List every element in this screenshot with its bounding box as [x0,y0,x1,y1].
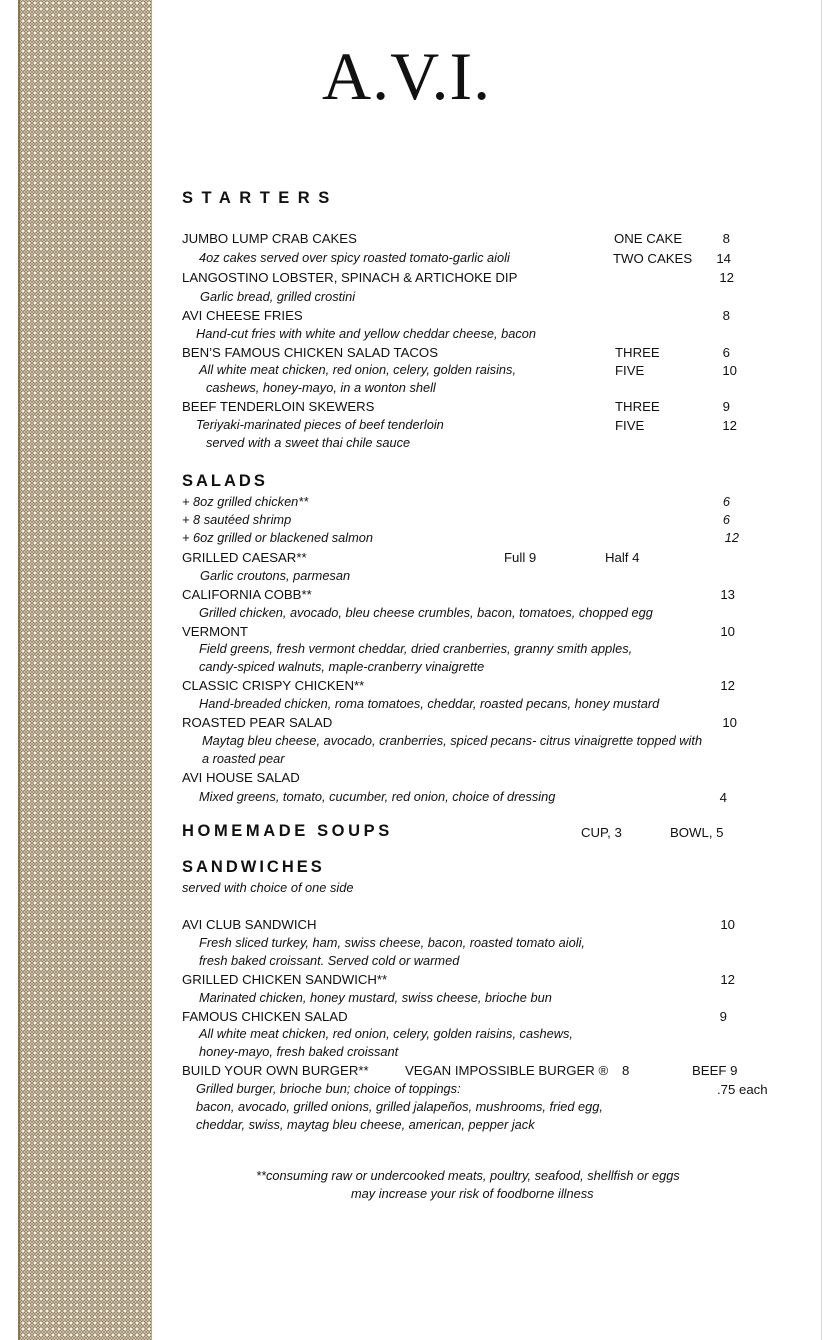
soup-cup-price: CUP, 3 [581,825,622,840]
burger-toppings-list-2: cheddar, swiss, maytag bleu cheese, american, pepper jack [196,1117,535,1132]
beef-skewers-description-2: served with a sweet thai chile sauce [206,435,411,450]
salads-heading: SALADS [182,472,268,490]
california-cobb-name: CALIFORNIA COBB** [182,587,312,602]
lobster-dip-name: LANGOSTINO LOBSTER, SPINACH & ARTICHOKE DIP [182,270,518,285]
soup-bowl-price: BOWL, 5 [670,825,724,840]
famous-chicken-salad-name: FAMOUS CHICKEN SALAD [182,1009,348,1024]
salad-addon-salmon-price: 12 [724,530,739,545]
roasted-pear-description-2: a roasted pear [202,751,285,766]
roasted-pear-description-1: Maytag bleu cheese, avocado, cranberries, spiced pecans- citrus vinaigrette topped with [202,733,703,748]
cheese-fries-price: 8 [722,308,730,323]
crispy-chicken-price: 12 [720,678,735,693]
burger-name: BUILD YOUR OWN BURGER** [182,1063,369,1078]
burger-toppings-price: .75 each [717,1082,768,1097]
vermont-name: VERMONT [182,624,248,639]
grilled-chicken-sandwich-price: 12 [720,972,735,987]
chicken-tacos-description-2: cashews, honey-mayo, in a wonton shell [206,380,436,395]
beef-skewers-price-three: 9 [722,399,730,414]
famous-chicken-salad-description-1: All white meat chicken, red onion, celery, golden raisins, cashews, [199,1026,573,1041]
beef-burger-price: BEEF 9 [692,1063,738,1078]
grilled-caesar-full: Full 9 [504,550,537,565]
chicken-tacos-option-three: THREE [615,345,660,360]
lobster-dip-description: Garlic bread, grilled crostini [200,289,356,304]
beef-skewers-price-five: 12 [722,418,737,433]
grilled-caesar-name: GRILLED CAESAR** [182,550,307,565]
club-sandwich-description-2: fresh baked croissant. Served cold or warmed [199,953,460,968]
lobster-dip-price: 12 [719,270,734,285]
house-salad-price: 4 [719,790,727,805]
chicken-tacos-price-five: 10 [722,363,737,378]
vegan-burger-option: VEGAN IMPOSSIBLE BURGER ® [405,1063,609,1078]
cheese-fries-name: AVI CHEESE FRIES [182,308,303,323]
chicken-tacos-name: BEN’S FAMOUS CHICKEN SALAD TACOS [182,345,438,360]
salad-addon-chicken: + 8oz grilled chicken** [182,494,309,509]
border-line [151,0,152,1340]
crab-cakes-price-two: 14 [716,251,731,266]
famous-chicken-salad-price: 9 [719,1009,727,1024]
crab-cakes-description: 4oz cakes served over spicy roasted tomato-garlic aioli [199,250,510,265]
vermont-description-1: Field greens, fresh vermont cheddar, dried cranberries, granny smith apples, [199,641,633,656]
crab-cakes-option-two: TWO CAKES [613,251,693,266]
chicken-tacos-price-three: 6 [722,345,730,360]
grilled-chicken-sandwich-name: GRILLED CHICKEN SANDWICH** [182,972,388,987]
decorative-pattern-strip [20,0,151,1340]
famous-chicken-salad-description-2: honey-mayo, fresh baked croissant [199,1044,399,1059]
house-salad-description: Mixed greens, tomato, cucumber, red onion, choice of dressing [199,789,556,804]
burger-toppings-list-1: bacon, avocado, grilled onions, grilled jalapeños, mushrooms, fried egg, [196,1099,603,1114]
beef-skewers-option-three: THREE [615,399,660,414]
beef-skewers-description-1: Teriyaki-marinated pieces of beef tenderloin [196,417,444,432]
crispy-chicken-name: CLASSIC CRISPY CHICKEN** [182,678,365,693]
health-warning-line-1: **consuming raw or undercooked meats, poultry, seafood, shellfish or eggs [256,1168,680,1183]
beef-skewers-option-five: FIVE [615,418,645,433]
club-sandwich-price: 10 [720,917,735,932]
house-salad-name: AVI HOUSE SALAD [182,770,300,785]
chicken-tacos-description-1: All white meat chicken, red onion, celery, golden raisins, [199,362,516,377]
vermont-price: 10 [720,624,735,639]
chicken-tacos-option-five: FIVE [615,363,645,378]
cheese-fries-description: Hand-cut fries with white and yellow cheddar cheese, bacon [196,326,537,341]
roasted-pear-name: ROASTED PEAR SALAD [182,715,333,730]
crab-cakes-price-one: 8 [722,231,730,246]
restaurant-title: A.V.I. [322,38,492,114]
crab-cakes-name: JUMBO LUMP CRAB CAKES [182,231,357,246]
sandwiches-heading: SANDWICHES [182,858,325,876]
soups-heading: HOMEMADE SOUPS [182,822,393,840]
starters-heading: STARTERS [182,189,338,207]
salad-addon-chicken-price: 6 [722,494,730,509]
crab-cakes-option-one: ONE CAKE [614,231,683,246]
sandwiches-subtitle: served with choice of one side [182,880,354,895]
vermont-description-2: candy-spiced walnuts, maple-cranberry vinaigrette [199,659,485,674]
california-cobb-price: 13 [720,587,735,602]
salad-addon-shrimp-price: 6 [722,512,730,527]
roasted-pear-price: 10 [722,715,737,730]
grilled-caesar-description: Garlic croutons, parmesan [200,568,351,583]
salad-addon-shrimp: + 8 sautéed shrimp [182,512,292,527]
burger-description-1: Grilled burger, brioche bun; choice of toppings: [196,1081,461,1096]
club-sandwich-name: AVI CLUB SANDWICH [182,917,317,932]
health-warning-line-2: may increase your risk of foodborne illness [351,1186,594,1201]
beef-skewers-name: BEEF TENDERLOIN SKEWERS [182,399,375,414]
california-cobb-description: Grilled chicken, avocado, bleu cheese crumbles, bacon, tomatoes, chopped egg [199,605,653,620]
grilled-caesar-half: Half 4 [605,550,640,565]
crispy-chicken-description: Hand-breaded chicken, roma tomatoes, cheddar, roasted pecans, honey mustard [199,696,660,711]
grilled-chicken-sandwich-description: Marinated chicken, honey mustard, swiss cheese, brioche bun [199,990,552,1005]
vegan-burger-price: 8 [622,1063,630,1078]
salad-addon-salmon: + 6oz grilled or blackened salmon [182,530,373,545]
club-sandwich-description-1: Fresh sliced turkey, ham, swiss cheese, bacon, roasted tomato aioli, [199,935,585,950]
